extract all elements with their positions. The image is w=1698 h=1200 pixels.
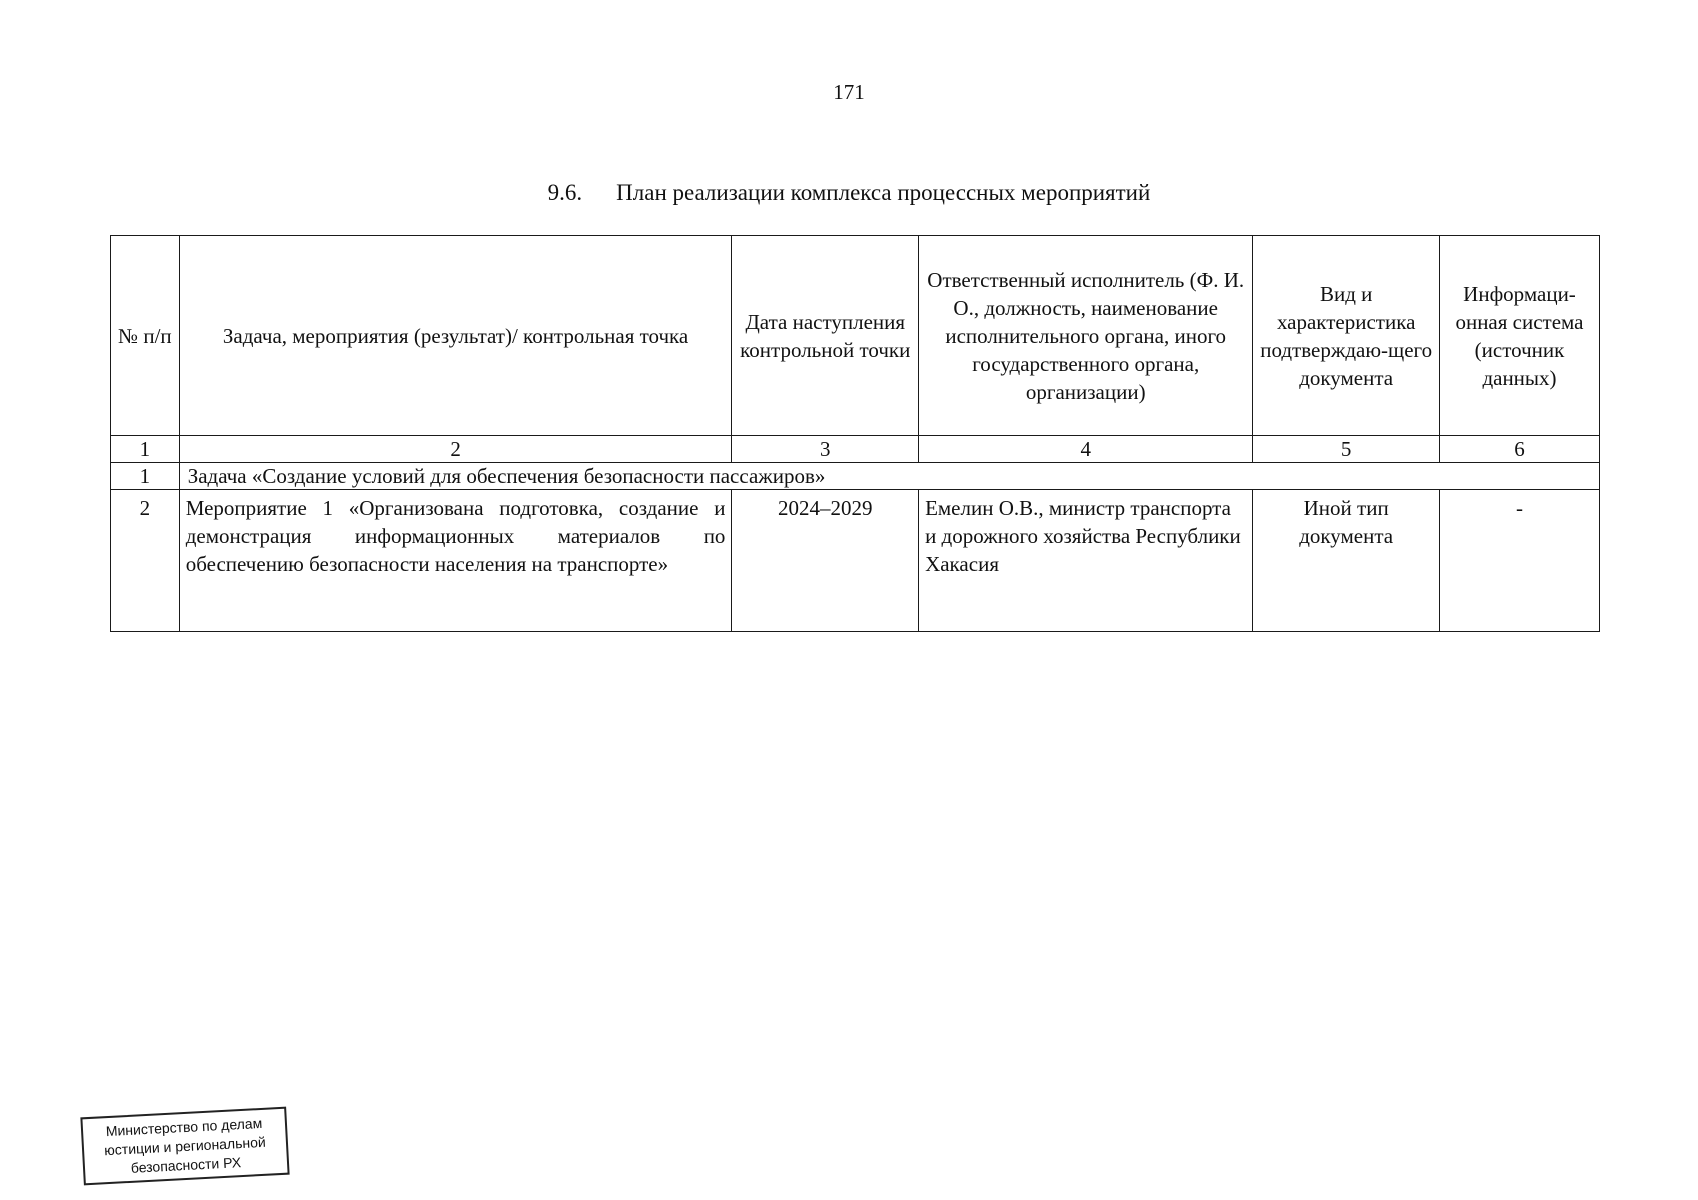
table-header-row [111, 236, 1600, 436]
column-index: 1 [111, 436, 180, 463]
section-title-text: План реализации комплекса процессных мероприятий [616, 180, 1151, 205]
measure-row-doc-type: Иной тип документа [1253, 490, 1440, 632]
header-date: Дата наступления контрольной точки [732, 236, 919, 436]
header-number: № п/п [111, 236, 180, 436]
section-number: 9.6. [547, 180, 583, 205]
stamp-line: Министерство по делам [105, 1114, 263, 1140]
measure-row-number: 2 [111, 490, 180, 632]
measure-row-text: Мероприятие 1 «Организована подготовка, создание и демонстрация информационных материалов по обеспечению безопасности населения на транспорте» [179, 490, 732, 632]
header-task: Задача, мероприятия (результат)/ контрольная точка [179, 236, 732, 436]
header-executor: Ответственный исполнитель (Ф. И. О., должность, наименование исполнительного органа, иного государственного органа, организации) [919, 236, 1253, 436]
column-index: 2 [179, 436, 732, 463]
stamp-line: юстиции и региональной [103, 1133, 267, 1159]
task-row-text: Задача «Создание условий для обеспечения безопасности пассажиров» [179, 463, 1599, 490]
ministry-stamp [80, 1107, 289, 1186]
measure-row-executor: Емелин О.В., министр транспорта и дорожного хозяйства Республики Хакасия [919, 490, 1253, 632]
page-number: 171 [833, 80, 865, 104]
task-row-number: 1 [111, 463, 180, 490]
plan-table [110, 235, 1600, 632]
measure-row-info-system: - [1439, 490, 1599, 632]
header-info-system: Информаци-онная система (источник данных) [1439, 236, 1599, 436]
measure-row [111, 490, 1600, 632]
column-index: 3 [732, 436, 919, 463]
task-row [111, 463, 1600, 490]
column-index: 4 [919, 436, 1253, 463]
column-index: 5 [1253, 436, 1440, 463]
stamp-line: безопасности РХ [130, 1154, 242, 1176]
measure-row-date: 2024–2029 [732, 490, 919, 632]
header-document: Вид и характеристика подтверждаю-щего документа [1253, 236, 1440, 436]
column-index: 6 [1439, 436, 1599, 463]
section-title [0, 180, 1698, 206]
column-index-row [111, 436, 1600, 463]
